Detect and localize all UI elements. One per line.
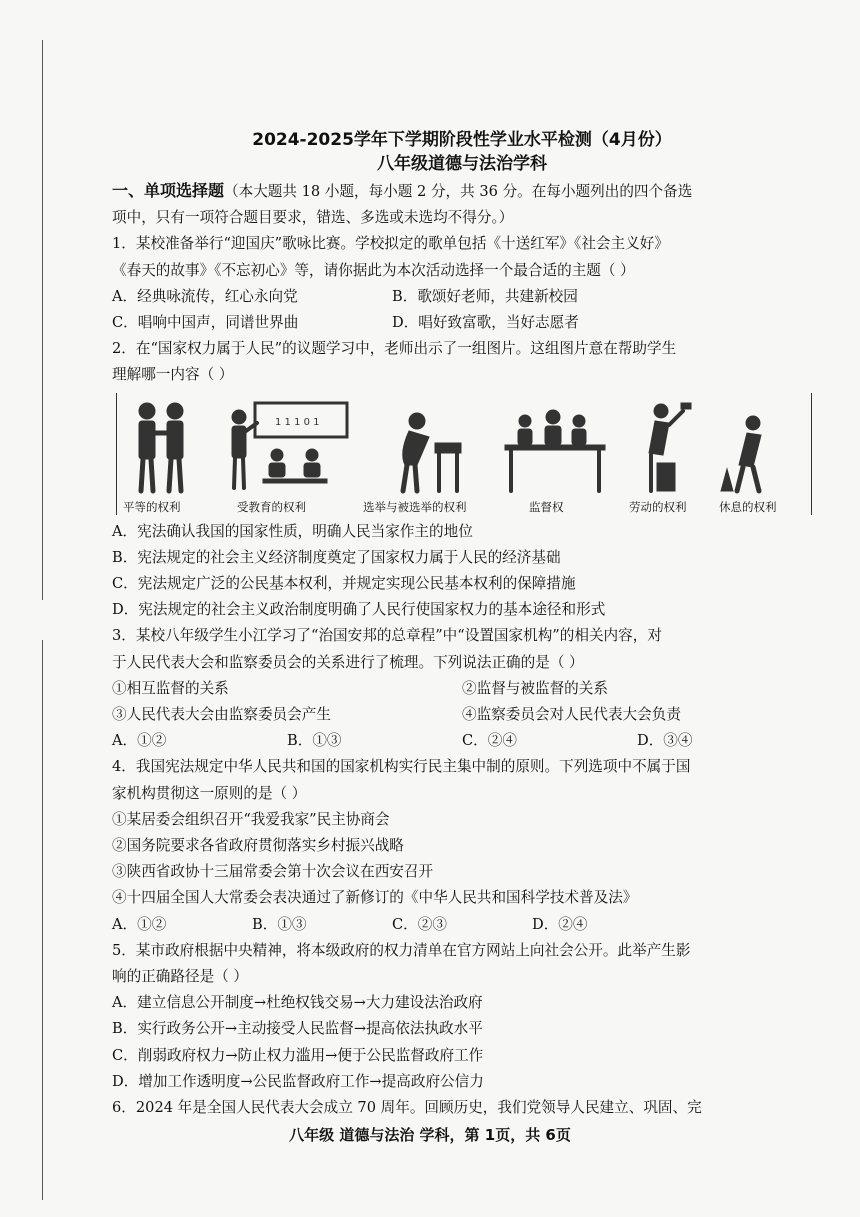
q3-options [112, 728, 812, 754]
q4-item-4: ④十四届全国人大常委会表决通过了新修订的《中华人民共和国科学技术普及法》 [112, 889, 638, 907]
rights-pictograms [117, 393, 797, 515]
q2-picture-strip [116, 393, 812, 515]
q3-stem: 3．某校八年级学生小江学习了“治国安邦的总章程”中“设置国家机构”的相关内容，对 [112, 627, 662, 645]
section-heading: 一、单项选择题 [112, 181, 225, 200]
q5-option-d: D．增加工作透明度→公民监督政府工作→提高政府公信力 [112, 1072, 484, 1090]
q1-options-row-2 [112, 310, 812, 336]
exam-page [112, 128, 812, 1121]
q3-option-a: A．①② [112, 732, 167, 750]
q1-option-d: D．唱好致富歌，当好志愿者 [392, 314, 579, 332]
binding-margin-line-lower [42, 640, 43, 1200]
handshake-pictogram [139, 403, 183, 491]
q4-option-c: C．②③ [392, 915, 447, 933]
q5-stem: 5．某市政府根据中央精神，将本级政府的权力清单在官方网站上向社会公开。此举产生影 [112, 941, 691, 959]
q3-items-row-1 [112, 676, 812, 702]
q3-item-3: ③人民代表大会由监察委员会产生 [112, 706, 331, 724]
q1-stem-cont: 《春天的故事》《不忘初心》等，请你据此为本次活动选择一个最合适的主题（ ） [112, 261, 635, 279]
q3-item-4: ④监察委员会对人民代表大会负责 [462, 706, 681, 724]
q4-options [112, 912, 812, 938]
teacher-board-pictogram [232, 403, 347, 488]
q3-item-2: ②监督与被监督的关系 [462, 679, 608, 697]
panel-table-pictogram [505, 410, 605, 491]
worker-pictogram [649, 403, 691, 491]
q2-option-d: D．宪法规定的社会主义政治制度明确了人民行使国家权力的基本途径和形式 [112, 601, 606, 619]
q4-item-1: ①某居委会组织召开“我爱我家”民主协商会 [112, 810, 390, 828]
caption-labor: 劳动的权利 [629, 499, 687, 514]
q5-stem-cont: 响的正确路径是（ ） [112, 968, 248, 986]
q3-items-row-2 [112, 702, 812, 728]
q2-option-a: A．宪法确认我国的国家性质，明确人民当家作主的地位 [112, 522, 473, 540]
q3-item-1: ①相互监督的关系 [112, 679, 229, 697]
caption-education: 受教育的权利 [237, 499, 306, 514]
q1-option-c: C．唱响中国声，同谱世界曲 [112, 314, 299, 332]
caption-election: 选举与被选举的权利 [363, 499, 467, 514]
q4-option-d: D．②④ [532, 915, 588, 933]
q3-option-c: C．②④ [462, 732, 517, 750]
exam-title: 2024-2025学年下学期阶段性学业水平检测（4月份） [252, 130, 672, 150]
q4-option-a: A．①② [112, 915, 167, 933]
section-description: （本大题共 18 小题，每小题 2 分，共 36 分。在每小题列出的四个备选 [224, 183, 693, 200]
q1-options-row-1 [112, 284, 812, 310]
q1-stem: 1．某校准备举行“迎国庆”歌咏比赛。学校拟定的歌单包括《十送红军》《社会主义好》 [112, 235, 669, 253]
q4-item-2: ②国务院要求各省政府贯彻落实乡村振兴战略 [112, 837, 404, 855]
ballot-box-pictogram [403, 413, 461, 491]
q2-option-b: B．宪法规定的社会主义经济制度奠定了国家权力属于人民的经济基础 [112, 548, 561, 566]
caption-equality: 平等的权利 [123, 499, 181, 514]
q3-option-d: D．③④ [637, 732, 693, 750]
q2-option-c: C．宪法规定广泛的公民基本权利，并规定实现公民基本权利的保障措施 [112, 575, 576, 593]
q4-stem: 4．我国宪法规定中华人民共和国的国家机构实行民主集中制的原则。下列选项中不属于国 [112, 758, 691, 776]
q4-item-3: ③陕西省政协十三届常委会第十次会议在西安召开 [112, 863, 434, 881]
board-text: 1 1 1 0 1 [275, 416, 320, 428]
section-heading-line [112, 178, 812, 205]
page-footer: 八年级 道德与法治 学科，第 1页，共 6页 [289, 1126, 571, 1144]
q5-option-b: B．实行政务公开→主动接受人民监督→提高依法执政水平 [112, 1020, 483, 1038]
resting-pictogram [721, 416, 761, 491]
q1-option-a: A．经典咏流传，红心永向党 [112, 287, 298, 305]
caption-supervision: 监督权 [529, 499, 564, 514]
q3-option-b: B．①③ [287, 732, 342, 750]
q5-option-c: C．削弱政府权力→防止权力滥用→便于公民监督政府工作 [112, 1046, 484, 1064]
exam-subject: 八年级道德与法治学科 [377, 154, 547, 174]
q2-stem: 2．在“国家权力属于人民”的议题学习中，老师出示了一组图片。这组图片意在帮助学生 [112, 340, 677, 358]
q3-stem-cont: 于人民代表大会和监察委员会的关系进行了梳理。下列说法正确的是（ ） [112, 653, 584, 671]
caption-rest: 休息的权利 [719, 499, 777, 514]
q6-stem: 6．2024 年是全国人民代表大会成立 70 周年。回顾历史，我们党领导人民建立、巩固、完 [112, 1099, 702, 1117]
binding-margin-line [42, 40, 43, 600]
q1-option-b: B．歌颂好老师，共建新校园 [392, 287, 578, 305]
section-description-2: 项中，只有一项符合题目要求，错选、多选或未选均不得分。） [112, 209, 514, 227]
q4-option-b: B．①③ [252, 915, 307, 933]
q2-stem-cont: 理解哪一内容（ ） [112, 366, 234, 384]
q5-option-a: A．建立信息公开制度→杜绝权钱交易→大力建设法治政府 [112, 994, 483, 1012]
q4-stem-cont: 家机构贯彻这一原则的是（ ） [112, 784, 307, 802]
